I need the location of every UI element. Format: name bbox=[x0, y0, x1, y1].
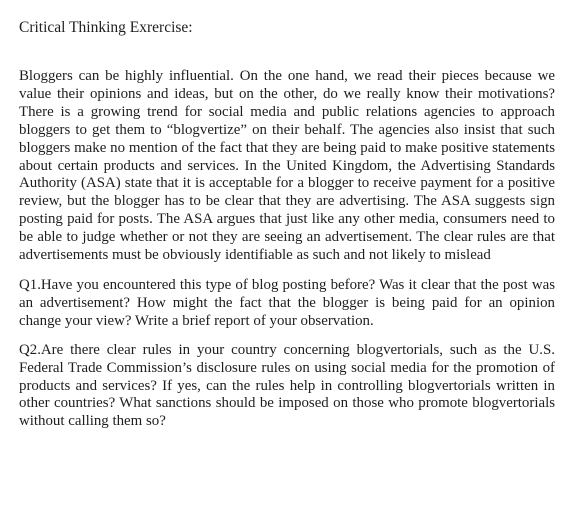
intro-paragraph: Bloggers can be highly influential. On the one hand, we read their pieces because we value their opinions and ideas, but on the other, do we really know their motivations? There is a growing trend for social media and public relations agencies to approach bloggers to get them to “blogvertize” on their behalf. The agencies also insist that such bloggers make no mention of the fact that they are being paid to make positive statements about certain products and services. In the United Kingdom, the Advertising Standards Authority (ASA) state that it is acceptable for a blogger to receive payment for a positive review, but the blogger has to be clear that they are advertising. The ASA suggests sign posting paid for posts. The ASA argues that just like any other media, consumers need to be able to judge whether or not they are seeing an advertisement. The clear rules are that advertisements must be obviously identifiable as such and not likely to mislead bbox=[19, 68, 555, 264]
question-2-paragraph: Q2.Are there clear rules in your country concerning blogvertorials, such as the U.S. Federal Trade Commission’s disclosure rules on using social media for the promotion of products and services? If yes, can the rules help in controlling blogvertorials written in other countries? What sanctions should be imposed on those who promote blogvertorials without calling them so? bbox=[19, 341, 555, 430]
question-1-paragraph: Q1.Have you encountered this type of blog posting before? Was it clear that the post was an advertisement? How might the fact that the blogger is being paid for an opinion change your view? Write a brief report of your observation. bbox=[19, 276, 555, 329]
document-title: Critical Thinking Exrercise: bbox=[19, 19, 193, 36]
